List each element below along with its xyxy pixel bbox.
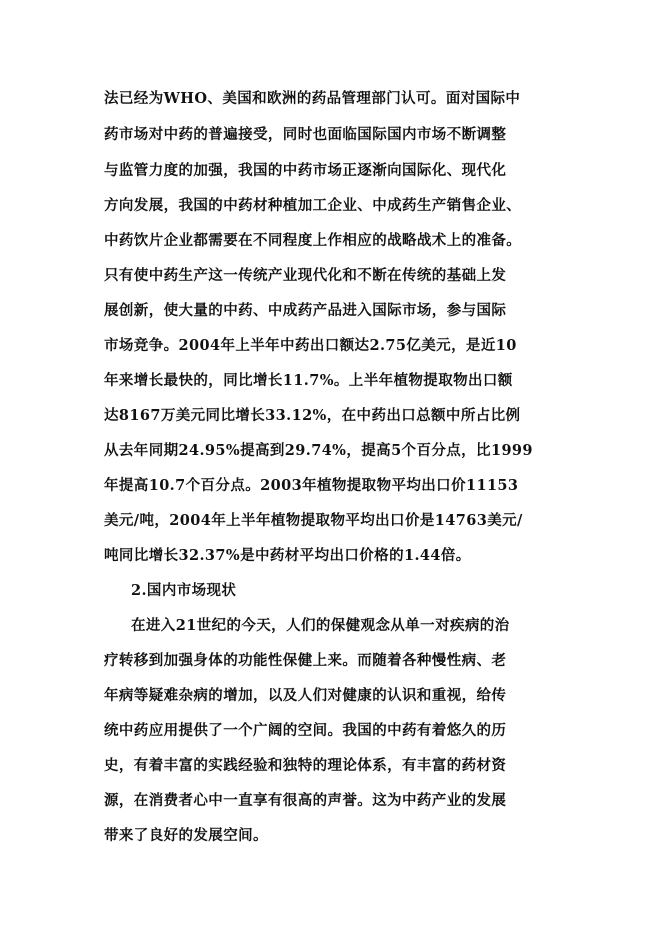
paragraph-1-line-5: 中药饮片企业都需要在不同程度上作相应的战略战术上的准备。: [104, 232, 522, 249]
paragraph-2-line-1: 在进入21世纪的今天，人们的保健观念从单一对疾病的治: [131, 617, 510, 634]
paragraph-2-line-7: 带来了良好的发展空间。: [104, 827, 268, 844]
paragraph-2-line-6: 源，在消费者心中一直享有很高的声誉。这为中药产业的发展: [104, 792, 507, 809]
paragraph-1-line-4: 方向发展，我国的中药材种植加工企业、中成药生产销售企业、: [104, 197, 522, 214]
paragraph-1-line-9: 年来增长最快的，同比增长11.7%。上半年植物提取物出口额: [104, 372, 513, 389]
paragraph-1-line-8: 市场竞争。2004年上半年中药出口额达2.75亿美元，是近10: [104, 337, 517, 354]
paragraph-1-line-3: 与监管力度的加强，我国的中药市场正逐渐向国际化、现代化: [104, 162, 507, 179]
paragraph-1-line-12: 年提高10.7个百分点。2003年植物提取物平均出口价11153: [104, 477, 519, 494]
paragraph-2-line-4: 统中药应用提供了一个广阔的空间。我国的中药有着悠久的历: [104, 722, 507, 739]
paragraph-1-line-6: 只有使中药生产这一传统产业现代化和不断在传统的基础上发: [104, 267, 507, 284]
paragraph-2-line-5: 史，有着丰富的实践经验和独特的理论体系，有丰富的药材资: [104, 757, 507, 774]
paragraph-1-line-1: 法已经为WHO、美国和欧洲的药品管理部门认可。面对国际中: [104, 90, 521, 107]
paragraph-2-line-2: 疗转移到加强身体的功能性保健上来。而随着各种慢性病、老: [104, 652, 507, 669]
paragraph-2-line-3: 年病等疑难杂病的增加，以及人们对健康的认识和重视，给传: [104, 687, 507, 704]
paragraph-1-line-2: 药市场对中药的普遍接受，同时也面临国际国内市场不断调整: [104, 126, 507, 143]
paragraph-1-line-11: 从去年同期24.95%提高到29.74%，提高5个百分点，比1999: [104, 442, 533, 459]
paragraph-1-line-7: 展创新，使大量的中药、中成药产品进入国际市场，参与国际: [104, 302, 507, 319]
section-heading: 2.国内市场现状: [131, 582, 237, 599]
paragraph-1-line-10: 达8167万美元同比增长33.12%，在中药出口总额中所占比例: [104, 407, 521, 424]
paragraph-1-line-13: 美元/吨，2004年上半年植物提取物平均出口价是14763美元/: [104, 512, 523, 529]
paragraph-1-line-14: 吨同比增长32.37%是中药材平均出口价格的1.44倍。: [104, 547, 471, 564]
